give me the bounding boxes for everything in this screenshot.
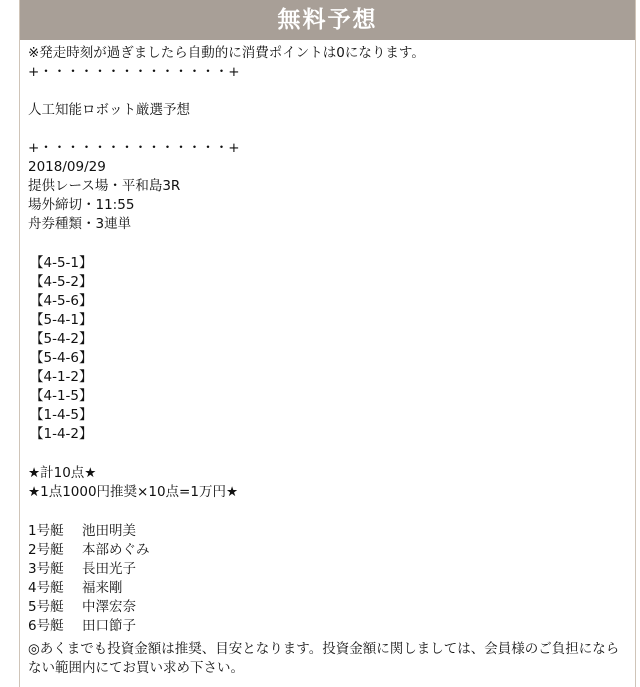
pick-item: 【4-1-2】 bbox=[30, 369, 93, 385]
boat-number: 3号艇 bbox=[28, 561, 64, 577]
racer-row bbox=[28, 560, 635, 579]
pick-item: 【4-5-6】 bbox=[30, 293, 93, 309]
page-title: 無料予想 bbox=[20, 0, 635, 40]
racer-name: 本部めぐみ bbox=[82, 542, 150, 558]
racer-name: 中澤宏奈 bbox=[82, 599, 136, 615]
spacer bbox=[28, 120, 635, 139]
forecast-panel bbox=[19, 0, 636, 687]
racer-name: 福来剛 bbox=[82, 580, 123, 596]
forecast-content bbox=[20, 40, 635, 678]
racer-row bbox=[28, 579, 635, 598]
racer-list bbox=[28, 522, 635, 636]
boat-number: 1号艇 bbox=[28, 523, 64, 539]
racer-name: 田口節子 bbox=[82, 618, 136, 634]
racer-row bbox=[28, 617, 635, 636]
investment-disclaimer: ◎あくまでも投資金額は推奨、目安となります。投資金額に関しましては、会員様のご負担にならない範囲内にてお買い求め下さい。 bbox=[28, 641, 620, 676]
forecast-heading: 人工知能ロボット厳選予想 bbox=[28, 102, 190, 118]
pick-item: 【1-4-2】 bbox=[30, 426, 93, 442]
intro-note: ※発走時刻が過ぎましたら自動的に消費ポイントは0になります。 bbox=[28, 45, 425, 61]
pick-item: 【4-5-1】 bbox=[30, 255, 93, 271]
pick-item: 【5-4-1】 bbox=[30, 312, 93, 328]
total-points: ★計10点★ bbox=[28, 465, 97, 481]
spacer bbox=[28, 444, 635, 464]
pick-item: 【4-5-2】 bbox=[30, 274, 93, 290]
divider-bottom: +・・・・・・・・・・・・・・+ bbox=[28, 140, 240, 156]
boat-number: 6号艇 bbox=[28, 618, 64, 634]
boat-number: 2号艇 bbox=[28, 542, 64, 558]
betting-deadline: 場外締切・11:55 bbox=[28, 197, 135, 213]
race-date: 2018/09/29 bbox=[28, 159, 106, 175]
picks-list bbox=[28, 254, 635, 444]
pick-item: 【5-4-2】 bbox=[30, 331, 93, 347]
pick-item: 【5-4-6】 bbox=[30, 350, 93, 366]
boat-number: 5号艇 bbox=[28, 599, 64, 615]
boat-number: 4号艇 bbox=[28, 580, 64, 596]
pick-item: 【4-1-5】 bbox=[30, 388, 93, 404]
spacer bbox=[28, 82, 635, 101]
ticket-type: 舟券種類・3連単 bbox=[28, 216, 132, 232]
racer-name: 長田光子 bbox=[82, 561, 136, 577]
racer-row bbox=[28, 541, 635, 560]
spacer bbox=[28, 502, 635, 522]
spacer bbox=[28, 234, 635, 254]
racer-row bbox=[28, 598, 635, 617]
race-venue: 提供レース場・平和島3R bbox=[28, 178, 181, 194]
divider-top: +・・・・・・・・・・・・・・+ bbox=[28, 64, 240, 80]
recommended-stake: ★1点1000円推奨×10点=1万円★ bbox=[28, 484, 239, 500]
pick-item: 【1-4-5】 bbox=[30, 407, 93, 423]
racer-row bbox=[28, 522, 635, 541]
racer-name: 池田明美 bbox=[82, 523, 136, 539]
